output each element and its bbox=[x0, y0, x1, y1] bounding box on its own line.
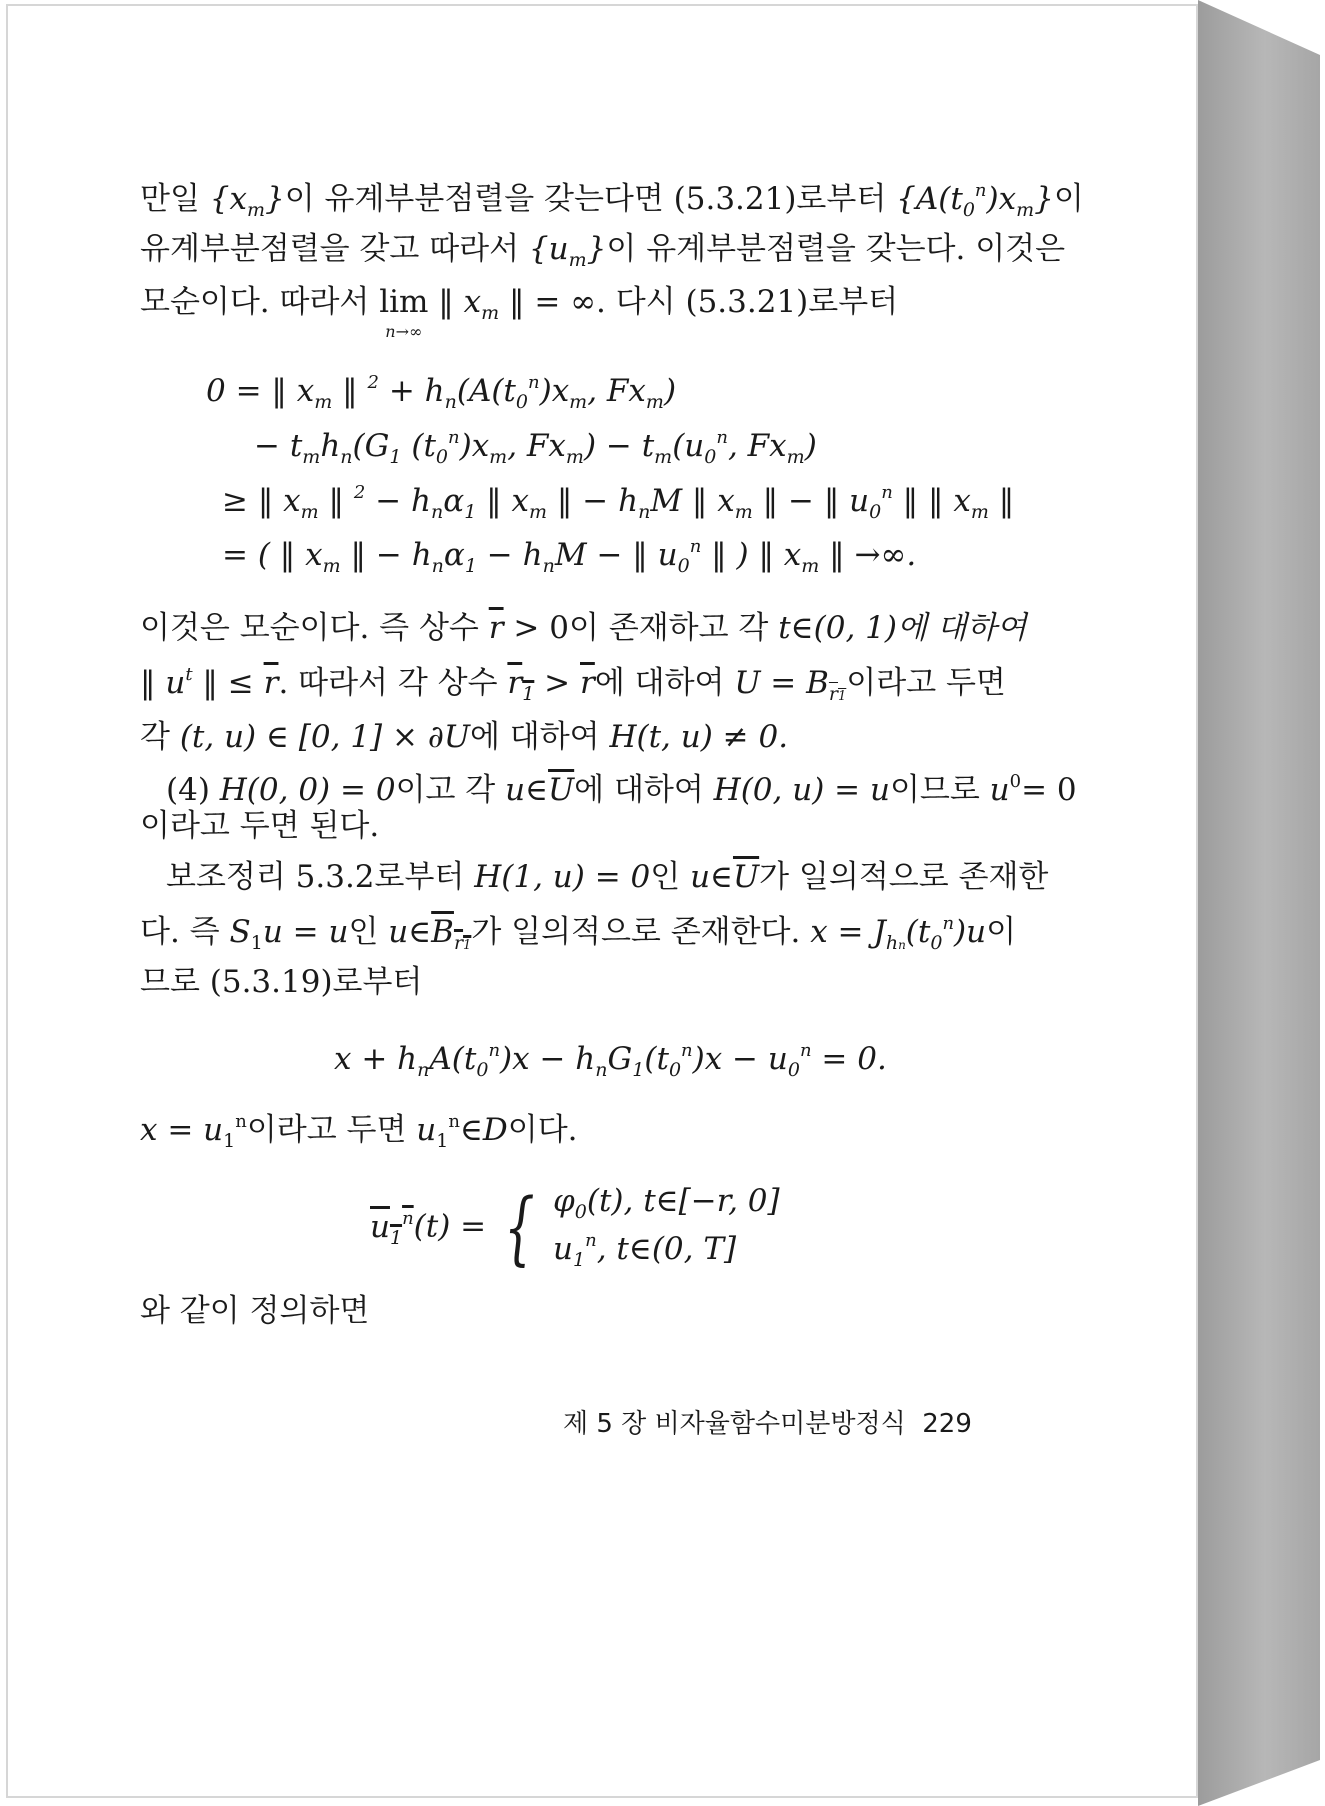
book-page bbox=[6, 4, 1198, 1798]
text-line: 만일 $\{x_m\}$이 유계부분점렬을 갖는다면 (5.3.21)로부터 $\{A(t_0^n)x_m\}$이 bbox=[140, 180, 1084, 221]
left-brace: { bbox=[504, 1181, 535, 1274]
limit-operator: lim n→∞ bbox=[379, 284, 429, 341]
text-line: 각 (t, u) ∈ [0, 1] × ∂U에 대하여 H(t, u) ≠ 0. bbox=[140, 719, 789, 755]
text-line: 보조정리 5.3.2로부터 H(1, u) = 0인 $u\in\overline{U}$가 일의적으로 존재한 bbox=[166, 859, 1049, 895]
equation-line: $x + h_nA(t_0^n)x - h_nG_1(t_0^n)x - u_0^n = 0$. bbox=[334, 1040, 887, 1081]
text-line: $x = u_1^n$이라고 두면 $u_1^n\in D$이다. bbox=[140, 1111, 578, 1152]
chapter-title: 제 5 장 비자율함수미분방정식 bbox=[563, 1409, 906, 1439]
book-spine bbox=[1198, 0, 1320, 1806]
text-line: 모순이다. 따라서 lim n→∞ ‖ $x_m$ ‖ = ∞. 다시 (5.3.21)로부터 bbox=[140, 284, 899, 341]
text-line: (4) H(0, 0) = 0이고 각 $u\in\overline{U}$에 대하여 H(0, u) = u이므로 $u^0= 0$ bbox=[166, 771, 1077, 808]
equation-line: ≥ ‖ $x_m$ ‖ $^2 - h_n\alpha_1$ ‖ $x_m$ ‖ − $h_nM$ ‖ $x_m$ ‖ − ‖ $u_0^n$ ‖ ‖ $x_m$ ‖ bbox=[222, 482, 1015, 523]
text-line: 유계부분점렬을 갖고 따라서 $\{u_m\}$이 유계부분점렬을 갖는다. 이것은 bbox=[140, 231, 1066, 271]
text-line: 이것은 모순이다. 즉 상수 $\overline{r} > 0$이 존재하고 각 t∈(0, 1)에 대하여 bbox=[140, 610, 1027, 646]
equation-line: = ( ‖ $x_m$ ‖ − $h_n\alpha_1 - h_nM$ − ‖ $u_0^n$ ‖ ) ‖ $x_m$ ‖ →∞. bbox=[222, 536, 917, 577]
text-line: ‖ $u^t$ ‖ ≤ $\overline{r}$. 따라서 각 상수 $r_1 > \overline{r}$에 대하여 $U = B_{r1}$이라고 두면 bbox=[140, 664, 1006, 705]
equation-line: 0 = ‖ $x_m$ ‖ $^2 + h_n(A(t_0^n)x_m$, $Fx_m$) bbox=[206, 372, 677, 413]
text-line: 다. 즉 $S_1u = u$인 $u\in B_{r1}$가 일의적으로 존재한다. $x = J_{hn}(t_0^n)u$이 bbox=[140, 913, 1017, 954]
page-number: 229 bbox=[922, 1409, 972, 1439]
cases-equation: $u_1^n(t)$ = { $\varphi_0(t)$, t∈[−r, 0] $u_1^n$, t∈(0, T] bbox=[370, 1181, 780, 1274]
equation-line: − $t_mh_n(G_1$ $(t_0^n)x_m$, $Fx_m) - t_m(u_0^n$, $Fx_m$) bbox=[254, 427, 817, 468]
text-line: 므로 (5.3.19)로부터 bbox=[140, 964, 423, 1000]
text-line: 와 같이 정의하면 bbox=[140, 1293, 370, 1329]
text-line: 이라고 두면 된다. bbox=[140, 808, 380, 844]
page-footer bbox=[563, 1411, 972, 1437]
